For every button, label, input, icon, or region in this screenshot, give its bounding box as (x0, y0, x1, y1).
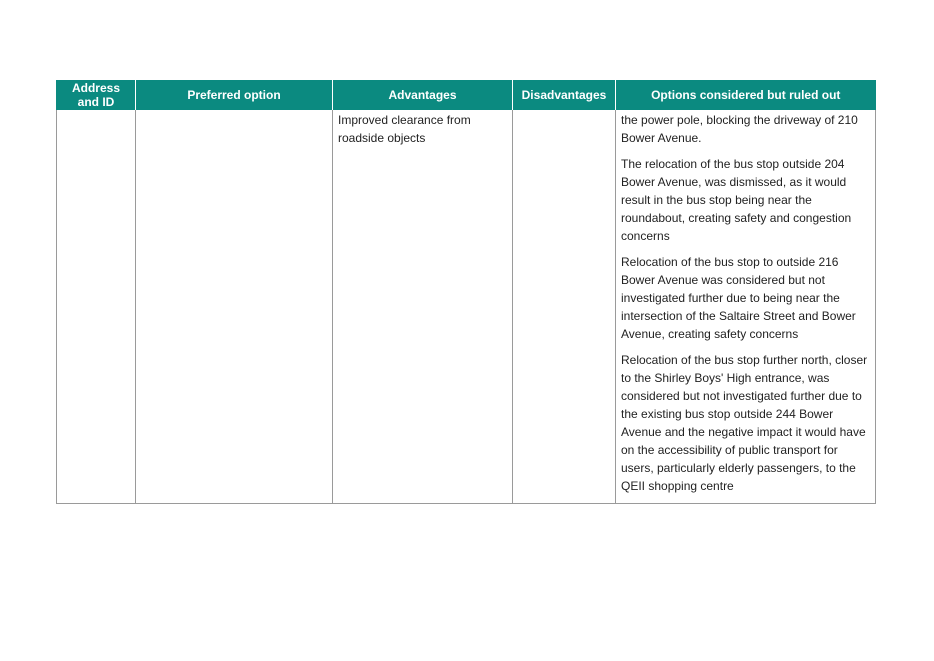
cell-advantages (333, 110, 513, 504)
ruled-out-paragraph-1: the power pole, blocking the driveway of 210 Bower Avenue. (621, 113, 858, 145)
cell-disadvantages (513, 110, 616, 504)
cell-options-ruled-out (616, 110, 876, 504)
advantages-text: Improved clearance from roadside objects (338, 113, 471, 145)
table-header-row (57, 80, 876, 110)
cell-address-id (57, 110, 136, 504)
table-row (57, 110, 876, 504)
header-options-ruled-out: Options considered but ruled out (616, 80, 876, 110)
header-disadvantages: Disadvantages (513, 80, 616, 110)
header-advantages: Advantages (333, 80, 513, 110)
cell-preferred-option (136, 110, 333, 504)
ruled-out-paragraph-4: Relocation of the bus stop further north, closer to the Shirley Boys' High entrance, was considered but not investigated further due to the existing bus stop outside 244 Bower Avenue and the negative impact it would have on the accessibility of public transport for users, particularly elderly passengers, to the QEII shopping centre (621, 353, 868, 493)
ruled-out-paragraph-3: Relocation of the bus stop to outside 216 Bower Avenue was considered but not investigated further due to being near the intersection of the Saltaire Street and Bower Avenue, creating safety concerns (621, 255, 856, 341)
options-table (56, 80, 876, 504)
header-preferred-option: Preferred option (136, 80, 333, 110)
header-address-id: Address and ID (57, 80, 136, 110)
ruled-out-paragraph-2: The relocation of the bus stop outside 204 Bower Avenue, was dismissed, as it would result in the bus stop being near the roundabout, creating safety and congestion concerns (621, 157, 852, 243)
